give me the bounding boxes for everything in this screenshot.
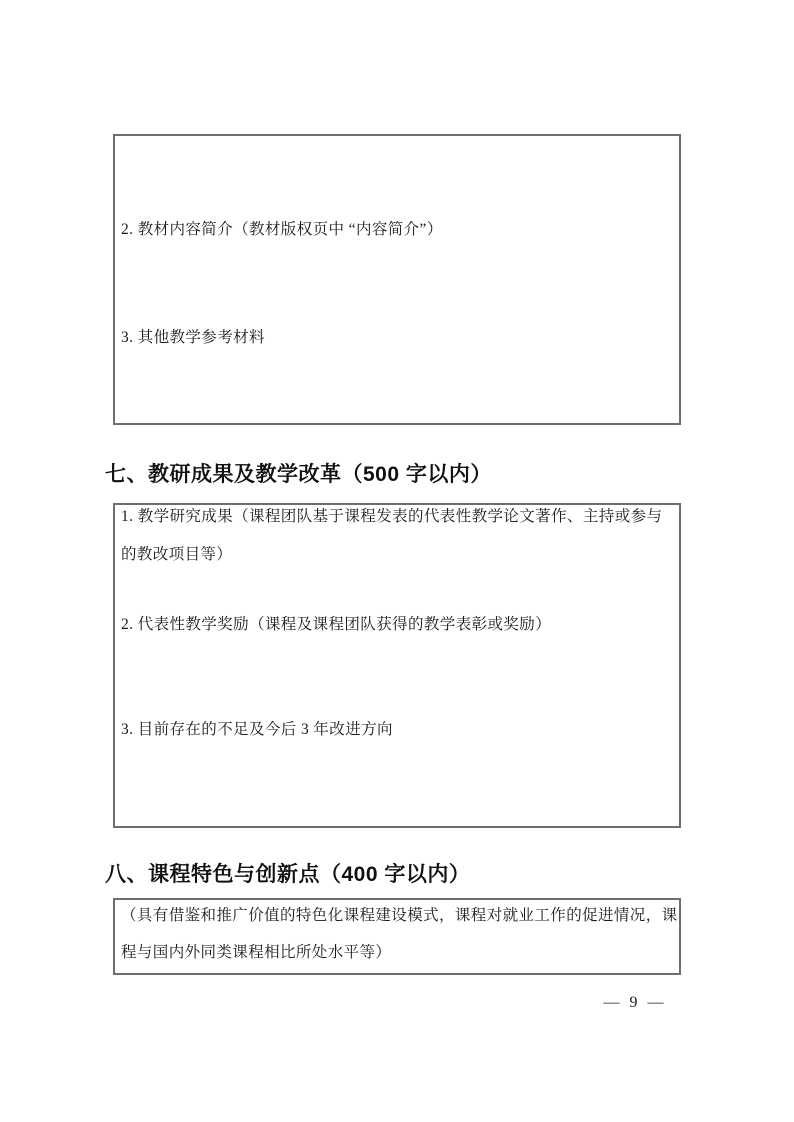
materials-content-box <box>113 134 681 425</box>
features-note-line1: （具有借鉴和推广价值的特色化课程建设模式，课程对就业工作的促进情况，课 <box>121 907 678 924</box>
materials-item-other-references: 3. 其他教学参考材料 <box>121 329 265 346</box>
section-seven-heading: 七、教研成果及教学改革（500 字以内） <box>105 463 492 486</box>
research-content-box <box>113 503 681 828</box>
research-item-shortcomings: 3. 目前存在的不足及今后 3 年改进方向 <box>121 721 393 738</box>
research-item-awards: 2. 代表性教学奖励（课程及课程团队获得的教学表彰或奖励） <box>121 616 552 633</box>
features-content-box <box>113 898 681 975</box>
research-item-achievements-line1: 1. 教学研究成果（课程团队基于课程发表的代表性教学论文著作、主持或参与 <box>121 508 663 525</box>
features-note-line2: 程与国内外同类课程相比所处水平等） <box>121 944 392 961</box>
section-eight-heading: 八、课程特色与创新点（400 字以内） <box>105 863 471 886</box>
research-item-achievements-line2: 的教改项目等） <box>121 546 233 563</box>
materials-item-textbook-intro: 2. 教材内容简介（教材版权页中 “内容简介”） <box>121 221 443 238</box>
page-number: — 9 — <box>603 994 667 1011</box>
